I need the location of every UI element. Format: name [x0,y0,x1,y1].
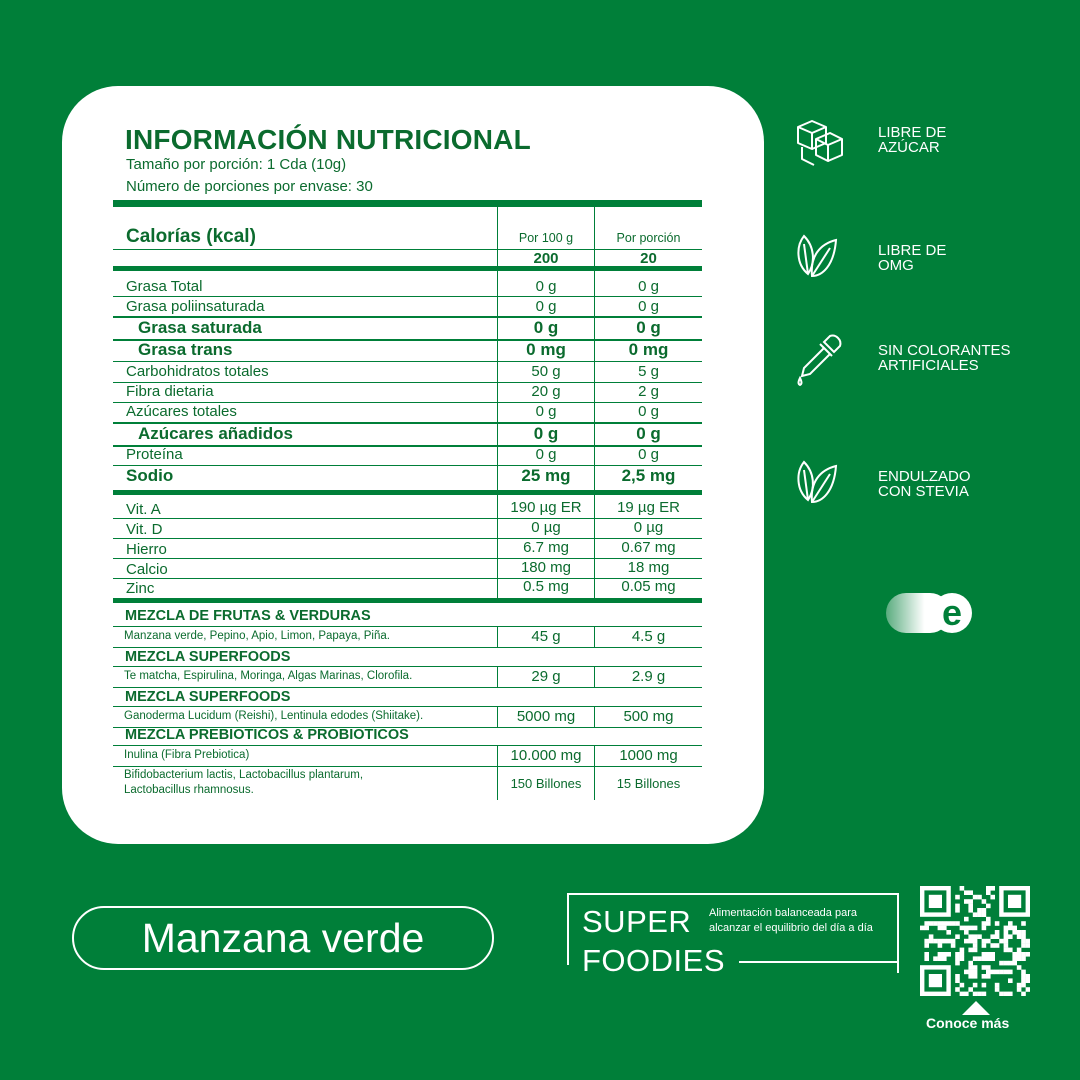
blend-title: MEZCLA SUPERFOODS [125,689,291,705]
brand-tagline [709,906,894,936]
nutrient-value-serving: 0 g [638,298,659,315]
vitamin-value-serving: 19 µg ER [617,499,680,516]
servings-per-container: Número de porciones por envase: 30 [126,178,373,195]
col-header-100g: Por 100 g [518,231,574,245]
blend-title: MEZCLA PREBIOTICOS & PROBIOTICOS [125,727,409,743]
nutrient-value-100g: 0 g [535,403,557,420]
nutrient-label: Grasa Total [126,278,203,295]
nutrient-label: Fibra dietaria [126,383,214,400]
nutrient-label: Grasa poliinsaturada [126,298,265,315]
blend-ingredients: Te matcha, Espirulina, Moringa, Algas Marinas, Clorofila. [124,670,413,682]
qr-code[interactable] [920,886,1030,996]
arrow-up-icon [962,1001,990,1015]
blend-value-100g: 5000 mg [516,708,576,725]
nutrition-title: INFORMACIÓN NUTRICIONAL [125,124,531,155]
divider [113,626,702,627]
vitamin-label: Vit. A [126,501,161,518]
divider-thick [113,200,702,207]
vitamin-label: Calcio [126,561,168,578]
nutrient-value-100g: 20 g [531,383,561,400]
vitamin-value-serving: 0.05 mg [621,578,676,595]
divider [113,687,702,688]
tagline-line: alcanzar el equilibrio del día a día [709,922,873,934]
feature-no-colorants [878,343,1011,373]
divider [113,361,702,362]
feature-line: ARTIFICIALES [878,357,979,374]
nutrient-value-100g: 0 g [535,298,557,315]
nutrient-value-100g: 0 mg [526,340,566,359]
blend-value-serving: 2.9 g [631,668,666,685]
col-header-serving: Por porción [616,231,681,245]
divider [113,647,702,648]
vitamin-label: Zinc [126,580,155,597]
feature-line: OMG [878,257,914,274]
vitamin-label: Vit. D [126,521,163,538]
blend-value-serving: 1000 mg [619,747,678,764]
tagline-line: Alimentación balanceada para [709,907,857,919]
nutrient-label: Carbohidratos totales [126,363,269,380]
nutrient-value-100g: 50 g [531,363,561,380]
blend-title: MEZCLA DE FRUTAS & VERDURAS [125,608,371,624]
nutrient-value-serving: 0 g [638,446,659,463]
divider [113,766,702,767]
nutrient-value-serving: 0 g [636,424,661,443]
probiotic-serving: 15 Billones [616,776,681,791]
vitamin-value-serving: 18 mg [627,559,670,576]
brand-logo [886,592,972,634]
feature-line: CON STEVIA [878,483,969,500]
divider-thick [113,598,702,603]
qr-caption[interactable]: Conoce más [926,1015,1010,1031]
nutrient-value-100g: 0 g [533,424,559,443]
blend-value-100g: 45 g [531,628,561,645]
nutrient-value-100g: 0 g [535,278,557,295]
nutrient-label: Proteína [126,446,183,463]
blend-ingredients: Inulina (Fibra Prebiotica) [124,749,250,761]
probiotic-desc-line2: Lactobacillus rhamnosus. [124,784,254,796]
vitamin-value-100g: 180 mg [520,559,572,576]
vitamin-label: Hierro [126,541,167,558]
vitamin-value-100g: 0.5 mg [523,578,569,595]
feature-gmo-free [878,243,946,273]
probiotic-100g: 150 Billones [510,776,582,791]
feature-line: AZÚCAR [878,139,940,156]
svg-text:e: e [941,592,963,633]
calories-serving: 20 [640,250,657,267]
brand-word-super: SUPER [582,904,692,939]
feature-line: LIBRE DE [878,124,947,141]
nutrient-value-serving: 0 g [638,403,659,420]
nutrient-value-100g: 25 mg [521,466,571,485]
blend-value-serving: 500 mg [623,708,674,725]
sugar-cube-icon [792,115,848,171]
nutrient-value-serving: 0 mg [628,340,669,359]
nutrient-label: Grasa saturada [138,318,262,337]
vitamin-value-100g: 0 µg [531,519,561,536]
divider [113,745,702,746]
nutrient-value-serving: 5 g [638,363,659,380]
nutrient-label: Azúcares totales [126,403,237,420]
vitamin-value-100g: 190 µg ER [510,499,582,516]
blend-title: MEZCLA SUPERFOODS [125,649,291,665]
feature-line: SIN COLORANTES [878,342,1011,359]
nutrient-value-serving: 2,5 mg [621,466,676,485]
nutrient-value-100g: 0 g [535,446,557,463]
calories-100g: 200 [533,250,559,267]
divider-thick [113,490,702,495]
blend-value-100g: 10.000 mg [510,747,582,764]
dropper-icon [792,330,848,386]
blend-value-100g: 29 g [531,668,561,685]
blend-ingredients: Manzana verde, Pepino, Apio, Limon, Papaya, Piña. [124,630,390,642]
divider [113,296,702,297]
nutrient-value-serving: 0 g [636,318,661,337]
divider [113,706,702,707]
nutrient-value-100g: 0 g [533,318,559,337]
brand-underline [739,961,899,963]
vitamin-value-serving: 0 µg [633,519,664,536]
calories-label: Calorías (kcal) [126,226,256,247]
nutrient-value-serving: 2 g [638,383,659,400]
nutrient-label: Sodio [126,466,174,485]
brand-box-mask [567,971,579,975]
nutrient-label: Azúcares añadidos [138,424,293,443]
blend-value-serving: 4.5 g [631,628,666,645]
serving-size: Tamaño por porción: 1 Cda (10g) [126,156,347,173]
divider [113,666,702,667]
nutrient-label: Grasa trans [138,340,233,359]
vitamin-value-100g: 6.7 mg [523,539,569,556]
feature-stevia [878,469,971,499]
feature-line: ENDULZADO [878,468,971,485]
blend-ingredients: Ganoderma Lucidum (Reishi), Lentinula edodes (Shiitake). [124,710,424,722]
vitamin-value-serving: 0.67 mg [621,539,676,556]
brand-word-foodies: FOODIES [582,943,726,978]
probiotic-desc-line1: Bifidobacterium lactis, Lactobacillus plantarum, [124,769,364,781]
leaf-icon [792,456,848,512]
nutrient-value-serving: 0 g [638,278,659,295]
feature-sugar-free [878,125,946,155]
feature-line: LIBRE DE [878,242,947,259]
leaf-icon [792,230,848,286]
flavor-label: Manzana verde [72,906,494,970]
